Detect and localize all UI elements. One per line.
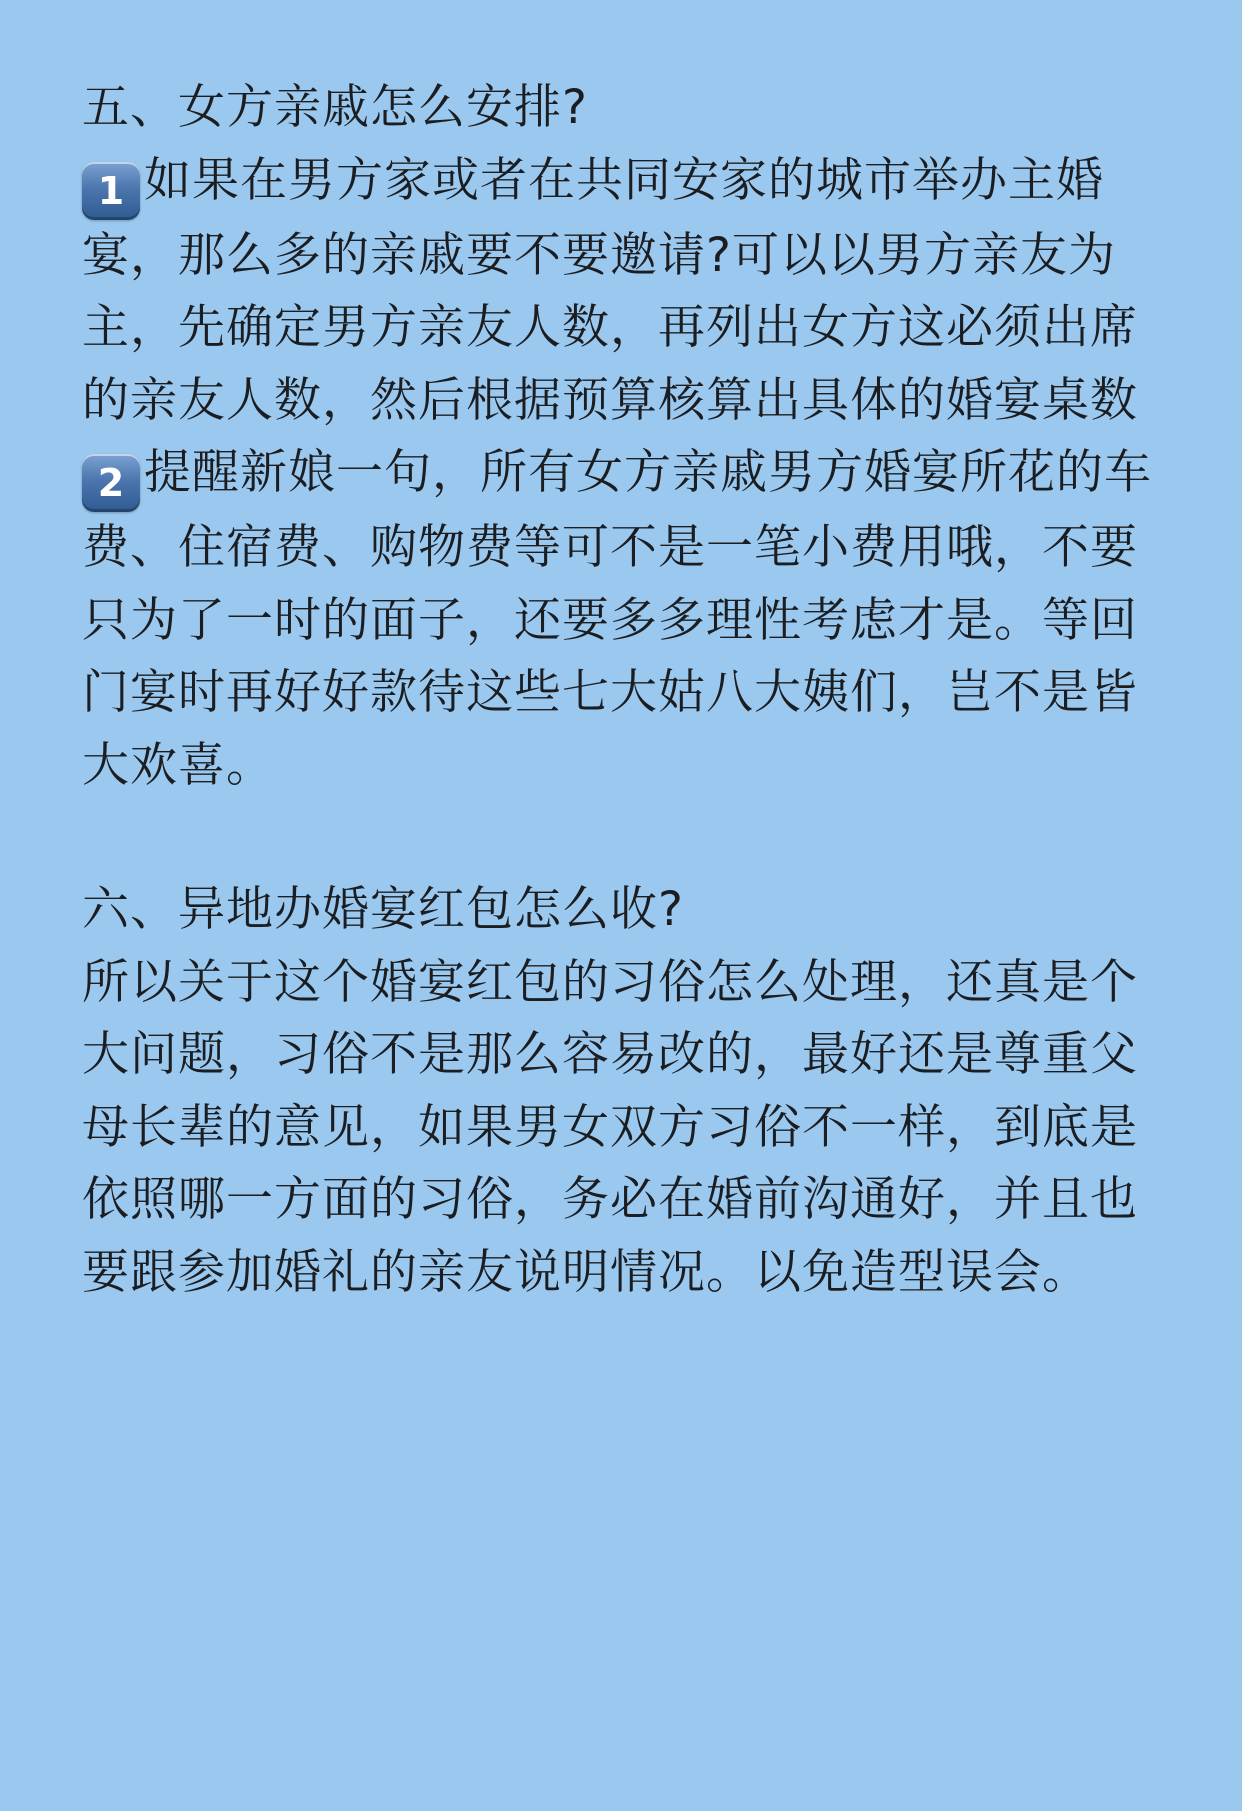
keycap-digit-one-icon: 1 [82, 162, 140, 220]
list-item [82, 145, 1160, 438]
keycap-digit-two-icon: 2 [82, 454, 140, 512]
section-red-envelope [82, 874, 1160, 1309]
section-relatives [82, 72, 1160, 802]
list-item-text: 提醒新娘一句，所有女方亲戚男方婚宴所花的车费、住宿费、购物费等可不是一笔小费用哦，不要只为了一时的面子，还要多多理性考虑才是。等回门宴时再好好款待这些七大姑八大姨们，岂不是皆大欢喜。 [82, 445, 1152, 793]
list-item-text: 如果在男方家或者在共同安家的城市举办主婚宴，那么多的亲戚要不要邀请?可以以男方亲友为主，先确定男方亲友人数，再列出女方这必须出席的亲友人数，然后根据预算核算出具体的婚宴桌数 [82, 152, 1138, 428]
section-heading: 五、女方亲戚怎么安排? [82, 80, 588, 135]
section-body: 所以关于这个婚宴红包的习俗怎么处理，还真是个大问题，习俗不是那么容易改的，最好还是尊重父母长辈的意见，如果男女双方习俗不一样，到底是依照哪一方面的习俗，务必在婚前沟通好，并且也要跟参加婚礼的亲友说明情况。以免造型误会。 [82, 954, 1138, 1300]
list-item [82, 437, 1160, 802]
section-heading: 六、异地办婚宴红包怎么收? [82, 882, 684, 937]
